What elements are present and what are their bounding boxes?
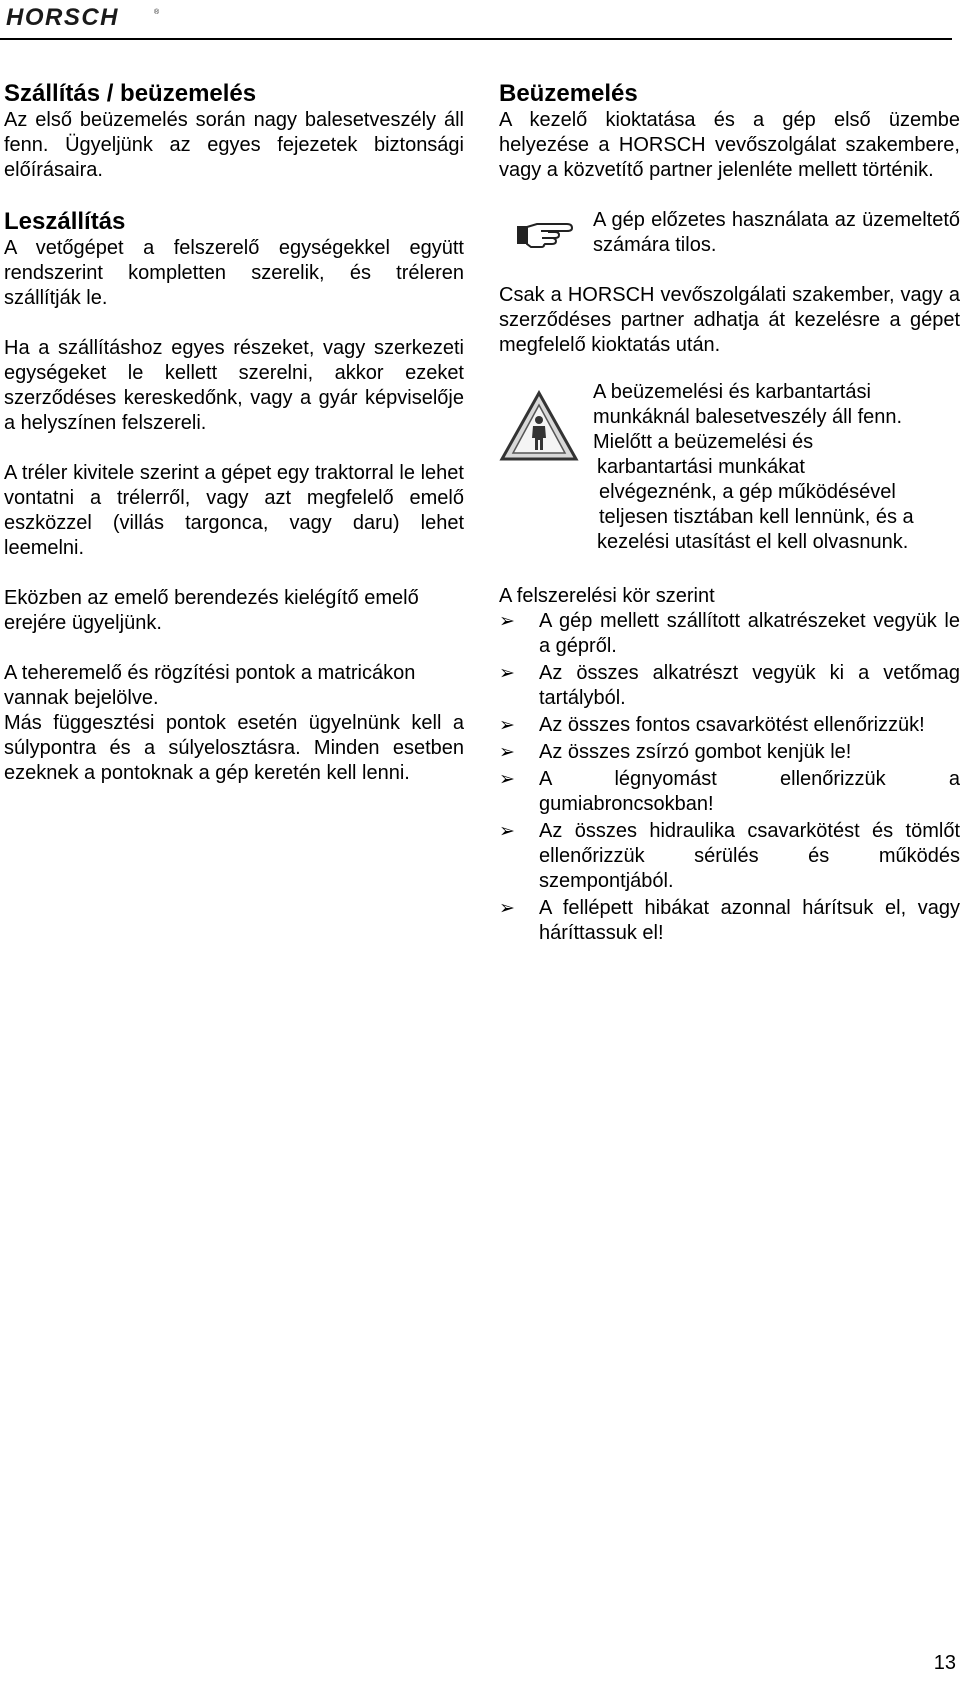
list-item: ➢ Az összes zsírzó gombot kenjük le! <box>499 741 852 763</box>
warning-line: Mielőtt a beüzemelési és <box>593 431 814 453</box>
warning-text <box>593 380 914 555</box>
list-item: ➢ Az összes hidraulika csavarkötést és tömlőt ellenőrizzük sérülés és működés szempontjából. <box>499 820 960 892</box>
warning-line: kezelési utasítást el kell olvasnunk. <box>597 531 909 553</box>
paragraph-assembly: Ha a szállításhoz egyes részeket, vagy szerkezeti egységeket le kellett szerelni, akkor ezeket szerződéses kereskedőnk, vagy a gyár képviselője a helyszínen felszereli. <box>4 337 464 434</box>
list-title: A felszerelési kör szerint <box>499 585 715 607</box>
warning-line: munkáknál balesetveszély áll fenn. <box>593 406 903 428</box>
checklist <box>499 609 960 946</box>
pointing-hand-icon <box>515 218 575 250</box>
paragraph-suspension: Más függesztési pontok esetén ügyelnünk kell a súlypontra és a súlyelosztásra. Minden esetben ezeknek a pontoknak a gép keretén kell lenni. <box>4 712 464 784</box>
horsch-logo <box>4 4 164 30</box>
warning-line: karbantartási munkákat <box>597 456 805 478</box>
arrow-bullet-icon: ➢ <box>499 611 515 632</box>
arrow-bullet-icon: ➢ <box>499 742 515 763</box>
left-column <box>4 80 464 786</box>
warning-person-icon <box>499 390 579 462</box>
arrow-bullet-icon: ➢ <box>499 769 515 790</box>
logo-text: HORSCH <box>6 4 120 30</box>
paragraph-trailer: A tréler kivitele szerint a gépet egy traktorral le lehet vontatni a trélerről, vagy azt megfelelő emelő eszközzel (villás targonca, vagy daru) lehet leemelni. <box>4 462 464 559</box>
warning-line: teljesen tisztában kell lennünk, és a <box>599 506 914 528</box>
notice-text: A gép előzetes használata az üzemeltető számára tilos. <box>593 209 960 256</box>
notice-block <box>499 208 960 258</box>
commissioning-paragraph: Csak a HORSCH vevőszolgálati szakember, vagy a szerződéses partner adhatja át kezelésre a gépet megfelelő kioktatás után. <box>499 284 960 356</box>
list-item: ➢ A légnyomást ellenőrizzük a gumiabroncsokban! <box>499 768 960 815</box>
section-text-delivery: A vetőgépet a felszerelő egységekkel együtt rendszerint kompletten szerelik, és tréleren szállítják le. <box>4 237 464 309</box>
arrow-bullet-icon: ➢ <box>499 821 515 842</box>
list-item: ➢ A fellépett hibákat azonnal hárítsuk el, vagy háríttassuk el! <box>499 897 960 944</box>
arrow-bullet-icon: ➢ <box>499 898 515 919</box>
warning-line: elvégeznénk, a gép működésével <box>599 481 896 503</box>
section-title-commissioning: Beüzemelés <box>499 80 638 107</box>
list-item: ➢ A gép mellett szállított alkatrészeket vegyük le a gépről. <box>499 610 960 657</box>
page-number: 13 <box>933 1652 956 1674</box>
list-item: ➢ Az összes alkatrészt vegyük ki a vetőmag tartályból. <box>499 662 960 709</box>
warning-line: A beüzemelési és karbantartási <box>593 381 871 403</box>
page-header <box>0 0 960 42</box>
header-rule <box>0 38 952 40</box>
section-title-transport: Szállítás / beüzemelés <box>4 80 257 107</box>
paragraph-lifting-points: A teheremelő és rögzítési pontok a matricákon vannak bejelölve. <box>4 662 416 709</box>
commissioning-intro: A kezelő kioktatása és a gép első üzembe helyezése a HORSCH vevőszolgálat szakembere, vagy a közvetítő partner jelenléte mellett történik. <box>499 109 960 181</box>
section-text-transport: Az első beüzemelés során nagy balesetveszély áll fenn. Ügyeljünk az egyes fejezetek biztonsági előírásaira. <box>4 109 464 181</box>
list-item: ➢ Az összes fontos csavarkötést ellenőrizzük! <box>499 714 925 736</box>
arrow-bullet-icon: ➢ <box>499 663 515 684</box>
warning-block <box>499 380 960 580</box>
section-title-delivery: Leszállítás <box>4 208 126 235</box>
arrow-bullet-icon: ➢ <box>499 715 515 736</box>
svg-text:®: ® <box>154 9 160 16</box>
right-column <box>499 80 960 948</box>
paragraph-lifting: Eközben az emelő berendezés kielégítő emelő erejére ügyeljünk. <box>4 587 419 634</box>
